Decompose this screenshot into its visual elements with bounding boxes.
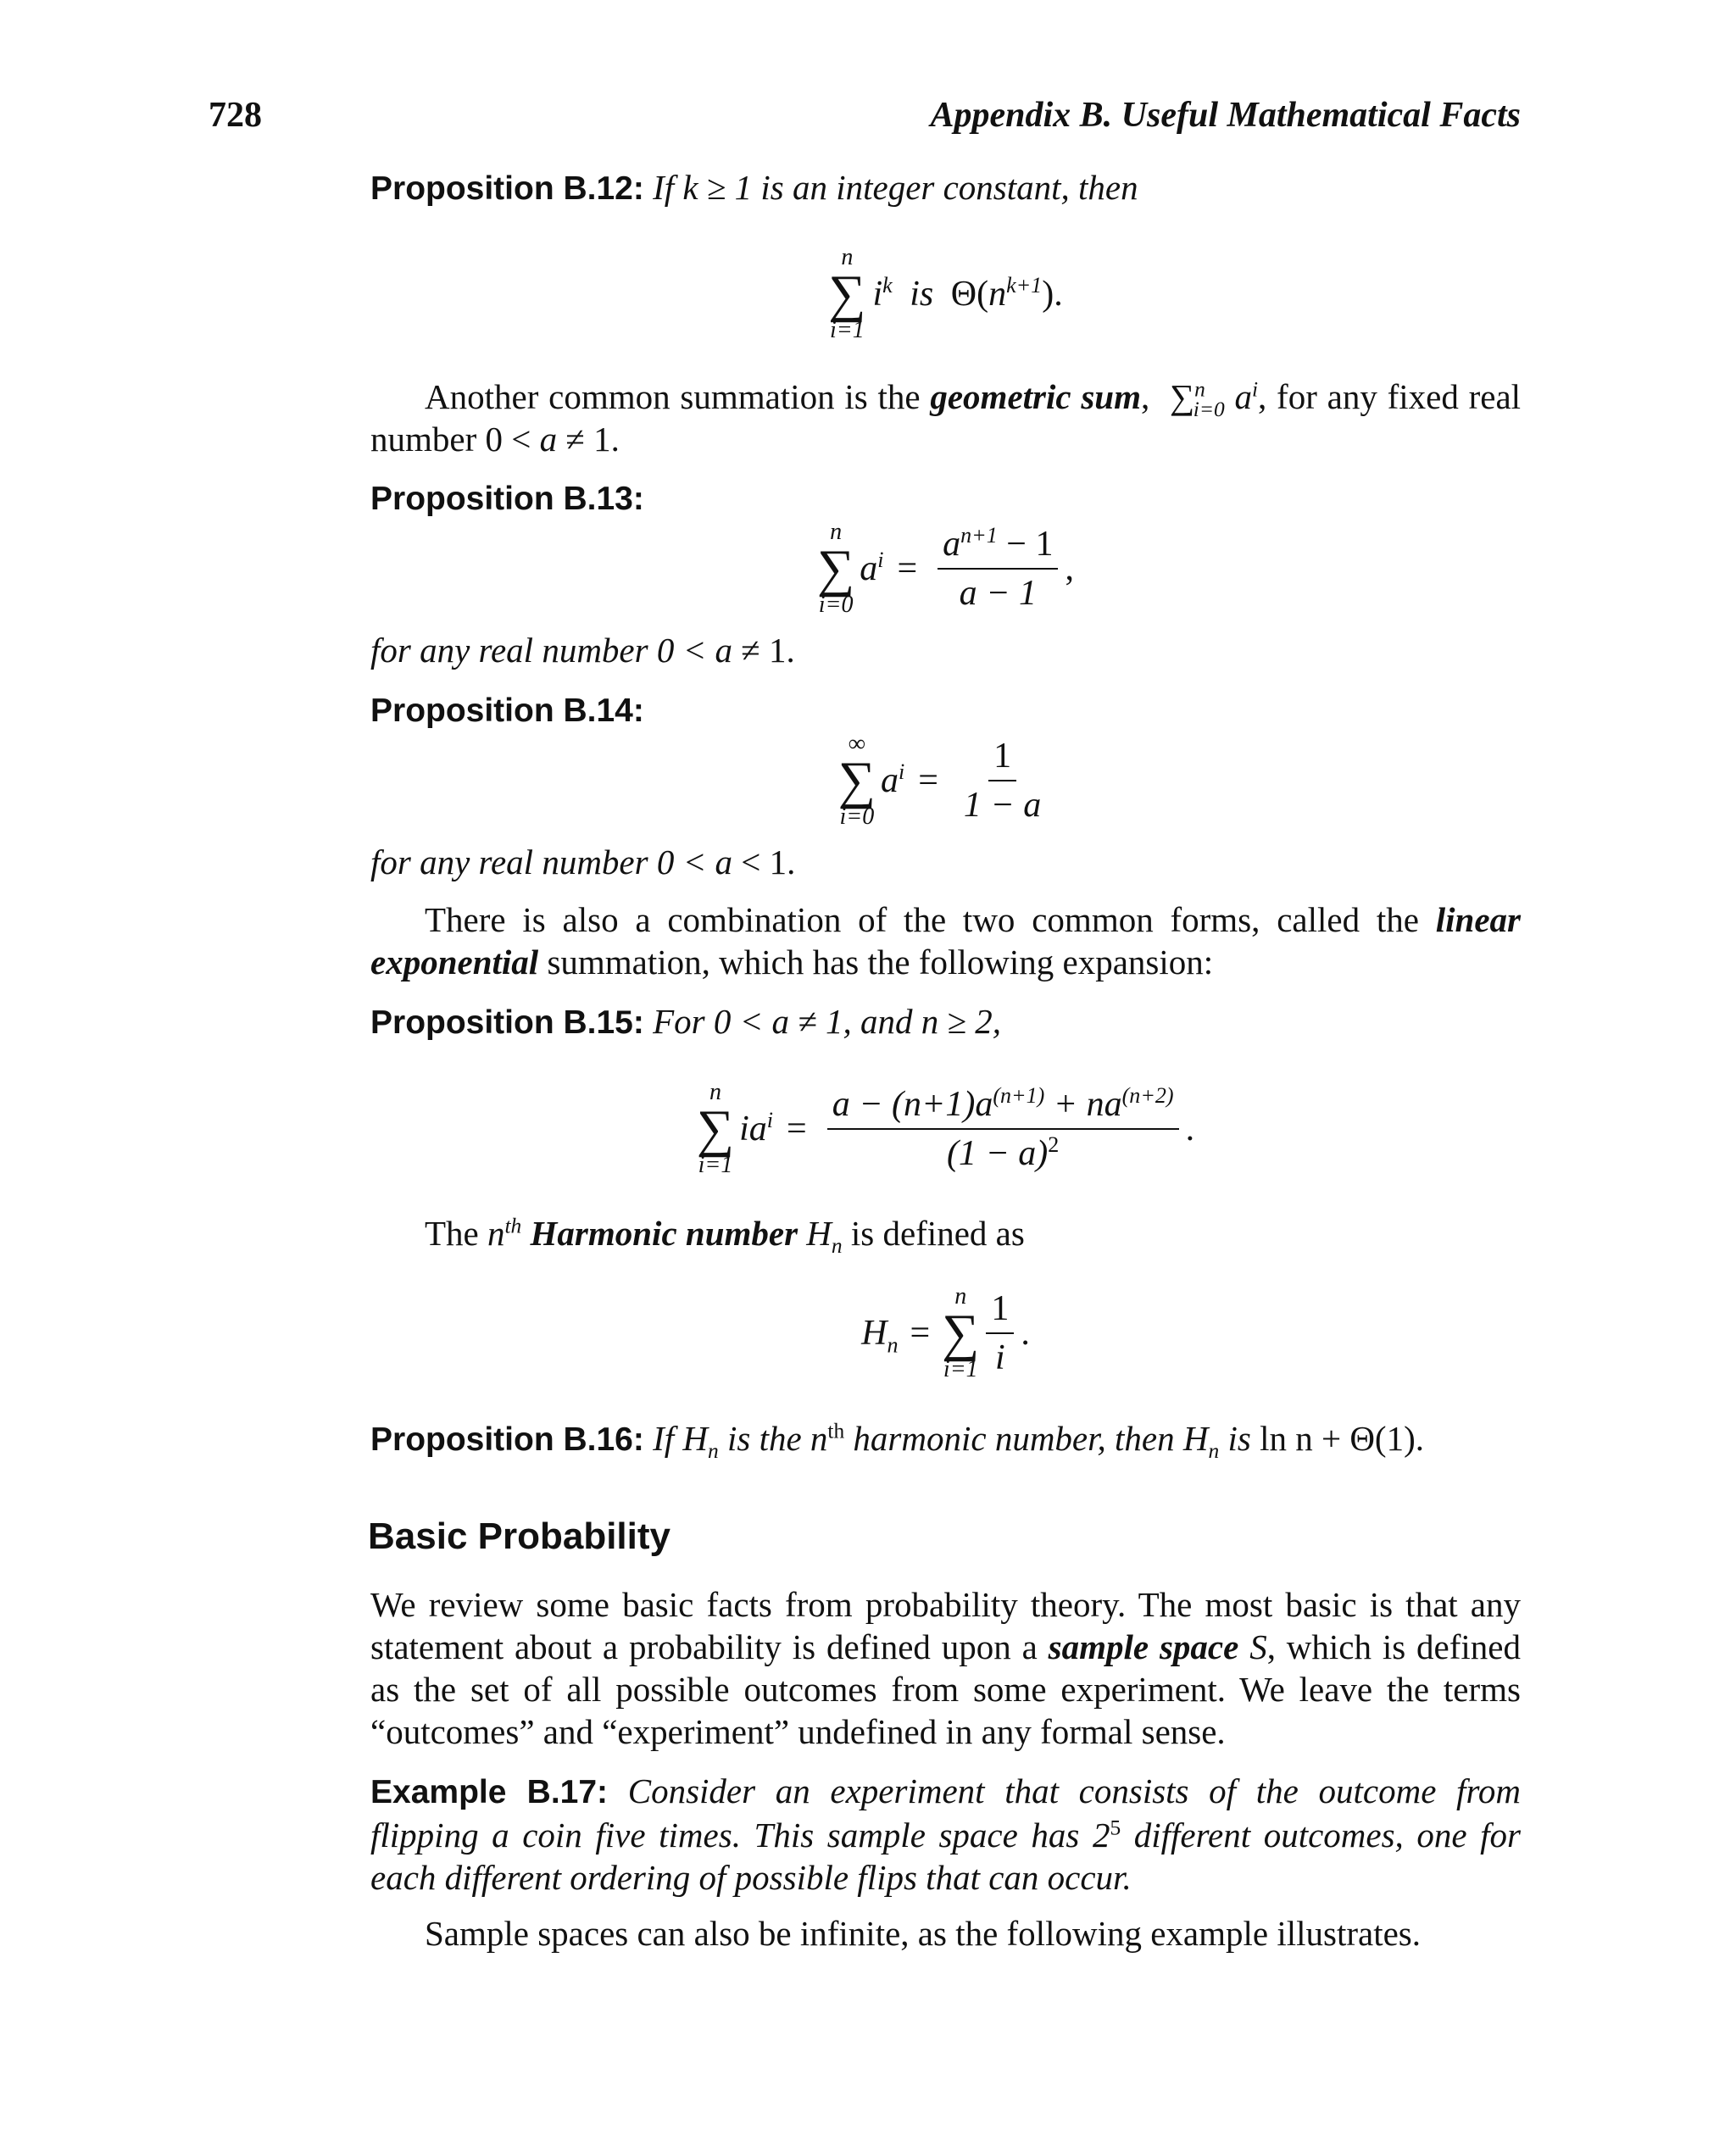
prop-label: Proposition B.13: [370, 481, 644, 517]
chapter-title: Appendix B. Useful Mathematical Facts [930, 96, 1521, 135]
condition-b14: for any real number 0 < a < 1. [370, 842, 796, 881]
sum-symbol: n ∑ i=1 [828, 244, 866, 343]
term-sample-space: sample space [1048, 1627, 1239, 1666]
prop-label: Proposition B.14: [370, 692, 644, 729]
paragraph-geometric-intro: Another common summation is the geometric sum, ∑$^n_{i=0}$ $a^i$, for any fixed real number 0 < a ≠ 1. [370, 377, 1522, 459]
paragraph-closing: Sample spaces can also be infinite, as the following example illustrates. [425, 1914, 1422, 1953]
display-equation-b12: n ∑ i=1 $i^k$ is $\Theta(n^{k+1})$. [828, 244, 1063, 343]
section-heading: Basic Probability [368, 1515, 671, 1557]
condition-b13: for any real number 0 < a ≠ 1. [370, 631, 795, 670]
term-linear-exponential: linear exponential [370, 900, 1522, 982]
display-equation-harmonic: $H_n$ = n ∑ i=1 $\frac{1}{i}$ . [861, 1283, 1030, 1382]
sum-symbol: n ∑ i=1 [696, 1079, 735, 1178]
proposition-b12 [370, 166, 1521, 210]
proposition-b16: Proposition B.16: If $H_n$ is the $n^{th}$ harmonic number, then $H_n$ is ln n + Θ(1). [370, 1419, 1424, 1464]
fraction: $\frac{a - (n+1)a^{(n+1)} + na^{(n+2)}}{(1 - a)^2}$ [827, 1084, 1179, 1174]
example-b17: Example B.17: Consider an experiment that consists of the outcome from flipping a coin five times. This sample space has $2^5$ different outcomes, one for each different ordering of possible flips that can occur. [370, 1771, 1521, 1897]
term-harmonic-number: Harmonic number [530, 1214, 798, 1253]
page-number: 728 [209, 96, 262, 135]
fraction: $\frac{1}{i}$ [986, 1288, 1014, 1378]
sum-symbol: ∞ ∑ i=0 [837, 731, 876, 830]
prop-label: Proposition B.16: [370, 1421, 644, 1458]
paragraph-linear-exponential-intro: There is also a combination of the two common forms, called the linear exponential summation, which has the following expansion: [370, 900, 1522, 982]
fraction: $\frac{a^{n+1} - 1}{a - 1}$ [938, 524, 1058, 614]
fraction: $\frac{1}{1 - a}$ [963, 737, 1042, 825]
prop-label: Proposition B.15: [370, 1004, 644, 1041]
proposition-b15: Proposition B.15: For 0 < a ≠ 1, and n ≥ 2, [370, 1002, 1002, 1041]
display-equation-b13: n ∑ i=0 $a^i$ = $\frac{a^{n+1} - 1}{a - 1}$ , [817, 519, 1074, 618]
paragraph-harmonic-intro: The $n^{th}$ Harmonic number $H_n$ is defined as [425, 1214, 1025, 1259]
running-head [209, 95, 1521, 146]
term-geometric-sum: geometric sum [930, 377, 1142, 416]
prop-text: If k ≥ 1 is an integer constant, then [653, 168, 1138, 207]
sum-symbol: n ∑ i=1 [942, 1283, 980, 1382]
prop-label: Proposition B.12: [370, 170, 644, 207]
inline-sum: ∑$^n_{i=0}$ $a^i$ [1169, 377, 1259, 422]
sum-symbol: n ∑ i=0 [817, 519, 855, 618]
example-label: Example B.17: [370, 1774, 609, 1810]
display-equation-b14: ∞ ∑ i=0 $a^i$ = $\frac{1}{1 - a}$ [370, 726, 1521, 836]
paragraph-probability-intro: We review some basic facts from probability theory. The most basic is that any statement about a probability is defined upon a sample space S, which is defined as the set of all possible outcomes from some experiment. We leave the terms “outcomes” and “experiment” undefined in any formal sense. [370, 1585, 1521, 1751]
display-equation-b15: n ∑ i=1 $ia^i$ = $\frac{a - (n+1)a^{(n+1)} + na^{(n+2)}}{(1 - a)^2}$ . [696, 1079, 1195, 1178]
